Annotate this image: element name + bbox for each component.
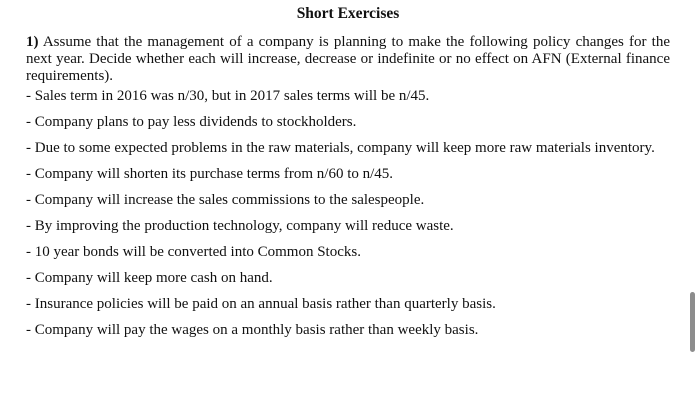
vertical-scrollbar[interactable]	[690, 292, 695, 352]
exercise-intro	[26, 34, 670, 85]
list-item: - Company plans to pay less dividends to stockholders.	[26, 114, 357, 130]
list-item: - Company will keep more cash on hand.	[26, 270, 273, 286]
list-item: - Sales term in 2016 was n/30, but in 2017 sales terms will be n/45.	[26, 88, 430, 104]
list-item: - 10 year bonds will be converted into Common Stocks.	[26, 244, 361, 260]
page-title: Short Exercises	[296, 5, 400, 22]
document-body	[26, 0, 670, 348]
exercise-intro-text: Assume that the management of a company is planning to make the following policy changes for the next year. Decide whether each will increase, decrease or indefinite or no effect on AFN (External finance requirements).	[26, 34, 670, 84]
list-item: - Insurance policies will be paid on an annual basis rather than quarterly basis.	[26, 296, 496, 312]
list-item: - By improving the production technology, company will reduce waste.	[26, 218, 454, 234]
list-item: - Company will pay the wages on a monthly basis rather than weekly basis.	[26, 322, 479, 338]
list-item: - Company will shorten its purchase terms from n/60 to n/45.	[26, 166, 394, 182]
list-item: - Due to some expected problems in the raw materials, company will keep more raw materials inventory.	[26, 140, 655, 156]
exercise-number: 1)	[26, 34, 39, 50]
list-item: - Company will increase the sales commissions to the salespeople.	[26, 192, 425, 208]
policy-change-list	[26, 88, 670, 339]
